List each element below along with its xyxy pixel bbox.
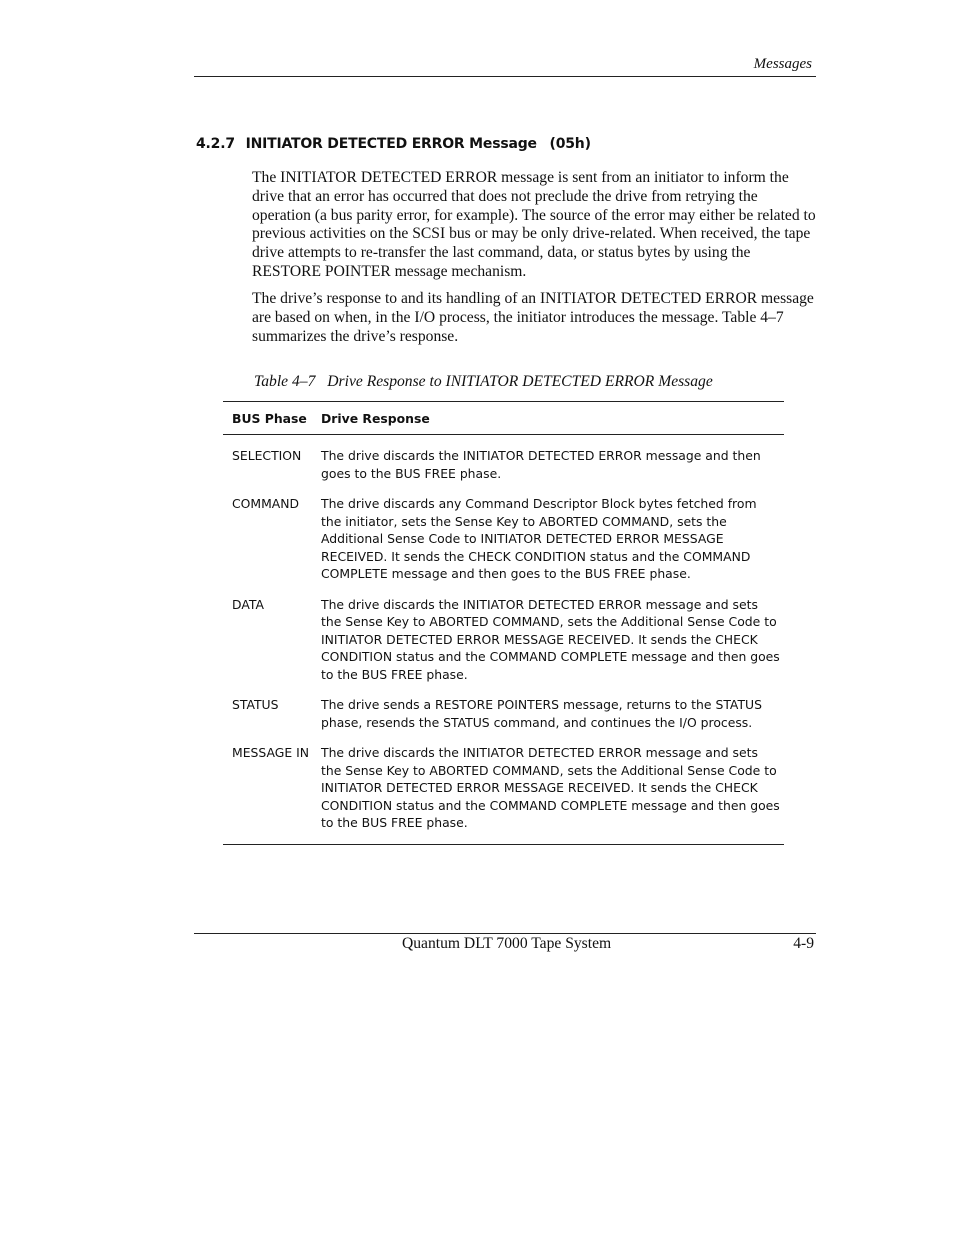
column-header-bus-phase: BUS Phase [232,410,307,426]
drive-response-cell: The drive discards the INITIATOR DETECTED ERROR message and then goes to the BUS FREE phase. [321,448,761,481]
paragraph: The INITIATOR DETECTED ERROR message is sent from an initiator to inform the drive that an error has occurred that does not preclude the drive from retrying the operation (a bus parity error, for example). The source of the error may either be related to previous activities on the SCSI bus or may be only drive-related. When received, the tape drive attempts to re-transfer the last command, data, or status bytes by using the RESTORE POINTER message mechanism. [252,169,816,280]
section-heading [196,136,591,152]
footer-title: Quantum DLT 7000 Tape System [402,935,612,952]
table-row [223,735,784,836]
section-number: 4.2.7 [196,136,235,152]
page-number: 4-9 [793,935,814,952]
table-row [223,438,784,486]
footer-divider [194,933,816,934]
table-header-row [223,402,784,435]
drive-response-cell: The drive sends a RESTORE POINTERS message, returns to the STATUS phase, resends the STATUS command, and continues the I/O process. [321,697,762,730]
table-row [223,687,784,735]
section-title: INITIATOR DETECTED ERROR Message [245,136,537,152]
column-header-drive-response: Drive Response [321,410,430,426]
paragraph: The drive’s response to and its handling of an INITIATOR DETECTED ERROR message are based on when, in the I/O process, the initiator introduces the message. Table 4–7 summarizes the drive’s response. [252,290,814,345]
table-caption-text: Drive Response to INITIATOR DETECTED ERROR Message [327,373,713,390]
bus-phase-cell: SELECTION [232,448,302,463]
table-body [223,435,784,844]
bus-phase-cell: STATUS [232,697,279,712]
drive-response-cell: The drive discards the INITIATOR DETECTED ERROR message and sets the Sense Key to ABORTED COMMAND, sets the Additional Sense Code to INITIATOR DETECTED ERROR MESSAGE RECEIVED. It sends the CHECK CONDITION status and the COMMAND COMPLETE message and then goes to the BUS FREE phase. [321,596,780,682]
table-row [223,587,784,688]
bus-phase-cell: COMMAND [232,496,300,511]
table-row [223,486,784,587]
table-caption-label: Table 4–7 [254,373,316,390]
drive-response-cell: The drive discards any Command Descriptor Block bytes fetched from the initiator, sets the Sense Key to ABORTED COMMAND, sets the Additional Sense Code to INITIATOR DETECTED ERROR MESSAGE RECEIVED. It sends the CHECK CONDITION status and the COMMAND COMPLETE message and then goes to the BUS FREE phase. [321,496,757,581]
drive-response-table [223,401,784,845]
bus-phase-cell: MESSAGE IN [232,745,310,760]
bus-phase-cell: DATA [232,596,264,612]
table-caption [254,373,713,391]
running-head: Messages [753,56,812,72]
drive-response-cell: The drive discards the INITIATOR DETECTED ERROR message and sets the Sense Key to ABORTED COMMAND, sets the Additional Sense Code to INITIATOR DETECTED ERROR MESSAGE RECEIVED. It sends the CHECK CONDITION status and the COMMAND COMPLETE message and then goes to the BUS FREE phase. [321,745,780,830]
section-code: (05h) [549,136,591,152]
header-divider [194,76,816,77]
